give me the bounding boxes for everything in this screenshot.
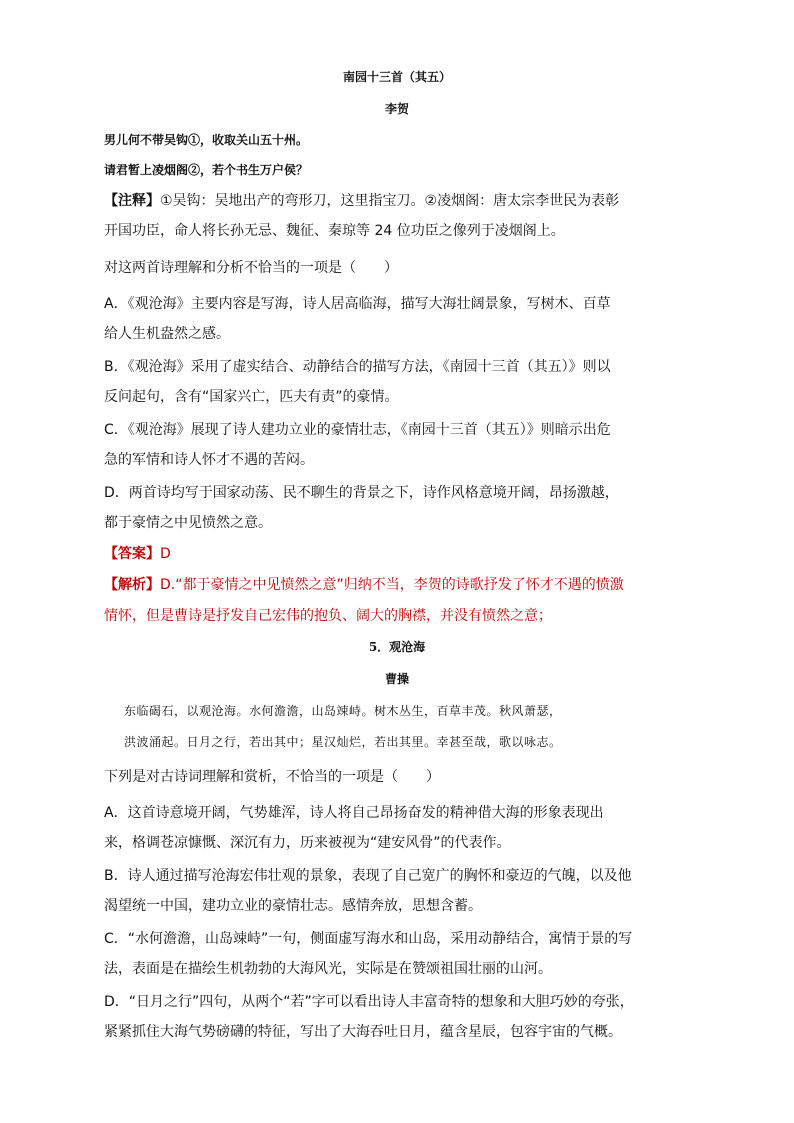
poem1-title: 南园十三首（其五） (342, 70, 451, 84)
poem2-line-2: 洪波涌起。日月之行，若出其中；星汉灿烂，若出其里。幸甚至哉，歌以咏志。 (124, 735, 562, 749)
poem2-author: 曹操 (384, 672, 409, 686)
q1-option-a-1: A．《观沧海》主要内容是写海，诗人居高临海，描写大海壮阔景象，写树木、百草 (104, 296, 611, 312)
poem2-title: 5．观沧海 (368, 640, 426, 654)
q1-option-d-1: D．两首诗均写于国家动荡、民不聊生的背景之下，诗作风格意境开阔，昂扬激越， (104, 485, 619, 501)
note-line-2: 开国功臣，命人将长孙无忌、魏征、秦琼等 24 位功臣之像列于凌烟阁上。 (104, 223, 565, 239)
poem1-line-2: 请君暂上凌烟阁②，若个书生万户侯？ (104, 163, 309, 177)
poem1-line-1: 男儿何不带吴钩①，收取关山五十州。 (104, 133, 309, 147)
q1-option-c-2: 急的军情和诗人怀才不遇的苦闷。 (104, 452, 314, 468)
q1-option-a-2: 给人生机盎然之感。 (104, 326, 230, 342)
note-text-1: ①吴钩：吴地出产的弯形刀，这里指宝刀。②凌烟阁：唐太宗李世民为表彰 (160, 193, 620, 209)
q1-option-c-1: C．《观沧海》展现了诗人建功立业的豪情壮志，《南园十三首（其五）》则暗示出危 (104, 422, 611, 438)
poem2-line-1: 东临碣石，以观沧海。水何澹澹，山岛竦峙。树木丛生，百草丰茂。秋风萧瑟， (124, 704, 562, 718)
q2-option-c-1: C．“水何澹澹，山岛竦峙”一句，侧面虚写海水和山岛，采用动静结合，寓情于景的写 (104, 931, 633, 947)
answer-label: 【答案】 (104, 546, 160, 562)
q2-stem: 下列是对古诗词理解和赏析，不恰当的一项是（ ） (104, 769, 440, 785)
q1-option-b-2: 反问起句，含有“国家兴亡，匹夫有责”的豪情。 (104, 389, 399, 405)
q1-analysis-2: 情怀，但是曹诗是抒发自己宏伟的抱负、阔大的胸襟，并没有愤然之意； (104, 608, 552, 624)
q1-option-d-2: 都于豪情之中见愤然之意。 (104, 515, 272, 531)
q2-option-b-1: B．诗人通过描写沧海宏伟壮观的景象，表现了自己宽广的胸怀和豪迈的气魄，以及他 (104, 868, 632, 884)
q2-option-a-2: 来，格调苍凉慷慨、深沉有力，历来被视为“建安风骨”的代表作。 (104, 835, 511, 851)
analysis-label: 【解析】 (104, 577, 160, 593)
analysis-text-1: D.“都于豪情之中见愤然之意”归纳不当，李贺的诗歌抒发了怀才不遇的愤激 (160, 577, 624, 593)
q1-analysis-1 (104, 576, 624, 594)
note-label: 【注释】 (104, 193, 160, 209)
q2-option-d-2: 紧紧抓住大海气势磅礴的特征，写出了大海吞吐日月，蕴含星辰，包容宇宙的气概。 (104, 1024, 622, 1040)
poem1-author: 李贺 (384, 102, 409, 116)
q2-option-c-2: 法，表面是在描绘生机勃勃的大海风光，实际是在赞颂祖国壮丽的山河。 (104, 961, 552, 977)
q1-stem: 对这两首诗理解和分析不恰当的一项是（ ） (104, 260, 398, 276)
note-line-1 (104, 192, 619, 210)
q1-option-b-1: B．《观沧海》采用了虚实结合、动静结合的描写方法，《南园十三首（其五）》则以 (104, 359, 611, 375)
q2-option-b-2: 渴望统一中国，建功立业的豪情壮志。感情奔放，思想含蓄。 (104, 898, 482, 914)
q2-option-d-1: D．“日月之行”四句，从两个“若”字可以看出诗人丰富奇特的想象和大胆巧妙的夸张， (104, 994, 634, 1010)
q1-answer (104, 545, 171, 563)
q2-option-a-1: A．这首诗意境开阔，气势雄浑，诗人将自己昂扬奋发的精神借大海的形象表现出 (104, 805, 604, 821)
answer-value: D (160, 546, 171, 562)
